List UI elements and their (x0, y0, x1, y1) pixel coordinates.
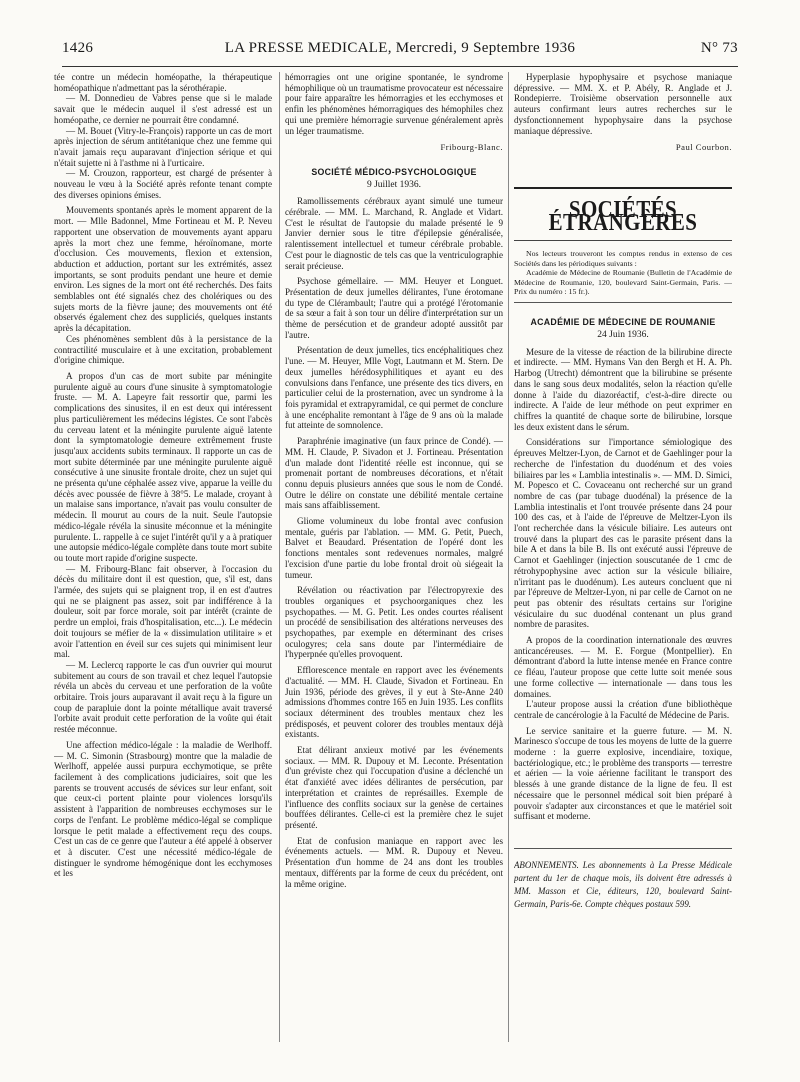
column-divider (508, 72, 509, 1042)
subscription-notice: ABONNEMENTS. Les abonnements à La Presse Médicale partent du 1er de chaque mois, ils doivent être adressés à MM. Masson et Cie, éditeurs, 120, boulevard Saint-Germain, Paris-6e. Compte chèques postaux 599. (514, 848, 732, 911)
section-banner (514, 187, 732, 241)
paragraph: L'auteur propose aussi la création d'une bibliothèque centrale de cancérologie à la Faculté de Médecine de Paris. (514, 699, 732, 720)
paragraph: Gliome volumineux du lobe frontal avec confusion mentale, guéris par l'ablation. — MM. G. Petit, Puech, Balvet et Beaudard. Présentation de l'opéré dont les fonctions mentales sont redevenues normales, malgré l'excision d'une partie du lobe frontal droit où siégeait la tumeur. (285, 516, 503, 580)
paragraph: Etat de confusion maniaque en rapport avec les événements actuels. — MM. R. Dupouy et Neveu. Présentation d'un homme de 24 ans dont les troubles mentaux, différents par la forme de ceux du précédent, ont la même origine. (285, 835, 503, 889)
column-divider (279, 72, 280, 1042)
paragraph: Ramollissements cérébraux ayant simulé une tumeur cérébrale. — MM. L. Marchand, R. Anglade et Vidart. C'est le résultat de l'autopsie du malade présenté le 9 Janvier dernier sous le titre d'épilepsie généralisée, ralentissement intellectuel et tumeur cérébrale probable. C'est pour le diagnostic de tels cas que la ventriculographie serait précieuse. (285, 196, 503, 271)
paragraph: Etat délirant anxieux motivé par les événements sociaux. — MM. R. Dupouy et M. Leconte. Présentation d'un gréviste chez qui l'occupation d'usine a déclenché un état d'anxiété avec idées délirantes de persécution, par interprétation et craintes de représailles. Exemple de l'influence des conflits sociaux sur la genèse de certaines bouffées délirantes. Celle-ci est la première chez le sujet présenté. (285, 745, 503, 830)
paragraph: Une affection médico-légale : la maladie de Werlhoff. — M. C. Simonin (Strasbourg) montre que la maladie de Werlhoff, appelée aussi purpura ecchymotique, se prête facilement à des complications judiciaires, soit que les parents se trouvent accusés de sévices sur leur enfant, soit que ceux-ci portent plainte pour violences lorsqu'ils assistent à l'apparition de nombreuses ecchymoses sur le corps de l'enfant. Le problème médico-légal se complique lorsque le petit malade a effectivement reçu des coups. C'est un cas de ce genre que l'auteur a été appelé à observer et à discuter. C'est une nécessité médico-légale de distinguer le syndrome hémogénique dont les ecchymoses et les (54, 739, 272, 879)
section-date: 9 Juillet 1936. (366, 179, 422, 190)
column-3 (514, 72, 732, 1082)
paragraph: Mesure de la vitesse de réaction de la bilirubine directe et indirecte. — MM. Hymans Van den Bergh et H. A. Ph. Harbog (Utrecht) démontrent que la bilirubine se présente dans le sang sous deux modalités, selon la réaction qu'elle donne à l'aide du diazoréactif, c'est-à-dire directe ou indirecte. A l'aide de leur méthode on peut exprimer en chiffres la quantité de chaque sorte de bilirubine, lorsque les deux existent dans le sérum. (514, 346, 732, 432)
header-rule (62, 66, 738, 67)
paragraph: Paraphrénie imaginative (un faux prince de Condé). — MM. H. Claude, P. Sivadon et J. Fortineau. Présentation d'un malade dont l'identité réelle est inconnue, qui se promenait portant de nombreuses décorations, et n'était connu depuis plusieurs années que sous le nom de Condé. Outre le délire on constate une débilité mentale certaine mais sans affaiblissement. (285, 436, 503, 511)
paragraph: — M. Fribourg-Blanc fait observer, à l'occasion du décès du militaire dont il est question, que, s'il est, dans l'armée, des sujets qui se plaignent trop, il en est d'autres qui ne se plaignent pas assez, soit par indifférence à la douleur, soit par force morale, soit par intérêt (crainte de perdre un emploi, frais d'hospitalisation, etc...). Le médecin doit toujours se méfier de la « dissimulation utilitaire » et avoir l'attention en éveil sur ces sujets qui minimisent leur mal. (54, 563, 272, 660)
paragraph: Psychose gémellaire. — MM. Heuyer et Longuet. Présentation de deux jumelles délirantes, l'une érotomane du type de Clérambault; l'autre qui a protégé l'érotomanie de sa sœur a fait à son tour un délire d'interprétation sur un thème de persécution et de grandeur adopté aussitôt par l'autre. (285, 276, 503, 340)
section-date: 24 Juin 1936. (597, 330, 649, 341)
signature: Paul Courbon. (675, 142, 732, 153)
paragraph: Considérations sur l'importance sémiologique des épreuves Meltzer-Lyon, de Carnot et de Gaehlinger pour la recherche de l'infestation du duodénum et des voies biliaires par les « Lamblia intestinalis ». — MM. D. Simici, M. Popesco et C. Covaceanu ont recherché sur un grand nombre de cas (par tubage duodénal) la présence de la Lamblia intestinalis et l'ont trouvée présente dans 24 pour 100 des cas, et à l'aide de l'épreuve de Meltzer-Lyon ils l'ont recherchée dans la vésicule biliaire. Les auteurs ont trouvé dans la plupart des cas le parasite présent dans la bile A et dans la bile B. Ils ont exécuté aussi l'épreuve de Carnot et Gaehlinger (injection souscutanée de 1 cmc de rétrohypophysine avec action sur la vésicule biliaire, n'irritant pas le duodénum). Les auteurs concluent que ni par l'épreuve de Meltzer-Lyon, ni par celle de Carnot on ne peut pas obtenir des résultats certains sur l'origine vésiculaire du suc duodénal contenant un plus grand nombre de parasites. (514, 437, 732, 630)
page-number: 1426 (62, 40, 94, 56)
issue-number: N° 73 (700, 40, 738, 56)
paragraph: Le service sanitaire et la guerre future. — M. N. Marinesco s'occupe de tous les moyens de lutte de la guerre moderne : la guerre explosive, incendiaire, toxique, bactériologique, etc.; le problème des transports — terrestre et aérien — la voie aérienne facilitant le transport des blessés à une grande distance de la ligne de feu. Il est nécessaire que le personnel médical soit bien préparé à pouvoir s'adapter aux circonstances et que le matériel soit suffisant et moderne. (514, 725, 732, 822)
paragraph: Mouvements spontanés après le moment apparent de la mort. — Mlle Badonnel, Mme Fortineau et M. P. Neveu rapportent une observation de mouvements ayant apparu après la mort chez une femme, héroïnomane, morte d'occlusion. Ces mouvements, flexion et extension, abduction et adduction, portant sur les extrémités, assez importants, se sont produits pendant une heure et demie environ. Les signes de la mort ont été recherchés. Des faits semblables ont été signalés chez des cholériques ou des sujets morts de la fièvre jaune; des mouvements ont été observés également chez des suppliciés, quelques instants après la décapitation. (54, 205, 272, 334)
paragraph: — M. Donnedieu de Vabres pense que si le malade savait que le médecin auquel il s'est adressé est un homéopathe, ce dernier ne pourrait être condamné. (54, 93, 272, 125)
banner-title: SOCIÉTÉS ÉTRANGÈRES (548, 195, 698, 236)
page-header (62, 40, 738, 62)
paragraph: Hyperplasie hypophysaire et psychose maniaque dépressive. — MM. X. et P. Abély, R. Anglade et J. Rondepierre. Troisième observation personnelle aux auteurs confirmant leurs autres recherches sur le dysfonctionnement hypophysaire dans la psychose maniaque dépressive. (514, 72, 732, 136)
note: Académie de Médecine de Roumanie (Bulletin de l'Académie de Médecine de Roumanie, 120, boulevard Saint-Germain, Paris. — Prix du numéro : 15 fr.). (514, 268, 732, 296)
signature: Fribourg-Blanc. (440, 142, 503, 153)
paragraph: hémorragies ont une origine spontanée, le syndrome hémophilique où un traumatisme provocateur est nécessaire pour faire apparaître les hémorragies et les ecchymoses et enfin les phénomènes hémorragiques des hémophiles chez qui une première hémorragie survenue généralement après un léger traumatisme. (285, 72, 503, 136)
paragraph: Révélation ou réactivation par l'électropyrexie des troubles organiques et psychoorganiques chez les psychopathes. — M. G. Petit. Les ondes courtes réalisent un procédé de sensibilisation des altérations nerveuses des psychopathes, par exemple en déterminant des crises oculogyres; cela sans doute par l'intermédiaire de l'hyperpnée qu'elles provoquent. (285, 585, 503, 660)
paragraph: A propos d'un cas de mort subite par méningite purulente aiguë au cours d'une sinusite à symptomatologie fruste. — M. A. Lapeyre fait ressortir que, parmi les complications des sinusites, il en est deux qui intéressent plus particulièrement les médecins légistes. Ce sont l'abcès du cerveau latent et la méningite purulente aiguë latente dont la symptomatologie demeure extrêmement fruste jusqu'aux accidents subits terminaux. Il rapporte un cas de mort subite déterminée par une méningite purulente aiguë consécutive à une sinusite frontale droite, chez un sujet qui ne présenta qu'une céphalée assez vive, apparue la veille du décès avec poussée de fièvre à 38°5. Le malade, croyant à un malaise sans importance, n'avait pas voulu consulter de médecin. Il mourut au cours de la nuit. Seule l'autopsie médico-légale révéla la sinusite méconnue et la méningite purulente. L. rappelle à ce sujet l'intérêt qu'il y a à pratiquer une autopsie médico-légale complète dans toute mort subite ou toute mort rapide d'origine suspecte. (54, 370, 272, 563)
paragraph: — M. Bouet (Vitry-le-François) rapporte un cas de mort après injection de sérum antitétanique chez une femme qui n'avait jamais reçu auparavant d'injection sérique et qui n'était sujette ni à l'asthme ni à l'urticaire. (54, 125, 272, 168)
paragraph: A propos de la coordination internationale des œuvres anticancéreuses. — M. E. Forgue (Montpellier). En démontrant d'abord la lutte intense menée en France contre ce fléau, l'auteur propose que cette lutte soit menée sous une forme collective — internationale — dans tous les domaines. (514, 635, 732, 699)
paragraph: Présentation de deux jumelles, tics encéphalitiques chez l'une. — M. Heuyer, Mlle Vogt, Lautmann et M. Stern. De deux jumelles hérédosyphilitiques et ayant eu des convulsions dans l'enfance, une présente des tics divers, en particulier celui de la prosternation, avec un syndrome à la fois pyramidal et extrapyramidal, ce qui permet de conclure à une encéphalite remontant à l'âge de 9 ans où la malade fut atteinte de somnolence. (285, 345, 503, 431)
paragraph: — M. Leclercq rapporte le cas d'un ouvrier qui mourut subitement au cours de son travail et chez lequel l'autopsie révéla un abcès du cerveau et une perforation de la voûte orbitaire. Trois jours auparavant il avait reçu à la figure un coup de parapluie dont la pointe métallique avait traversé l'orbite avait produit cette perforation de la voûte qui était restée méconnue. (54, 659, 272, 735)
column-2 (285, 72, 503, 1082)
section-title: ACADÉMIE DE MÉDECINE DE ROUMANIE (530, 317, 716, 328)
paragraph: Ces phénomènes semblent dûs à la persistance de la contractilité musculaire et à une excitation, probablement d'origine chimique. (54, 333, 272, 366)
paragraph: tée contre un médecin homéopathe, la thérapeutique homéopathique n'admettant pas la sérothérapie. (54, 72, 272, 93)
paragraph: — M. Crouzon, rapporteur, est chargé de présenter à nouveau le vœu à la Société après refonte tenant compte des diverses opinions émises. (54, 168, 272, 200)
section-title: SOCIÉTÉ MÉDICO-PSYCHOLOGIQUE (311, 166, 477, 177)
column-1 (54, 72, 272, 1082)
journal-title: LA PRESSE MEDICALE, Mercredi, 9 Septembre 1936 (224, 40, 576, 56)
divider (514, 302, 732, 303)
paragraph: Efflorescence mentale en rapport avec les événements d'actualité. — MM. H. Claude, Sivadon et Fortineau. En Juin 1936, période des grèves, il y eut à Ste-Anne 240 admissions d'hommes contre 165 en Juin 1935. Les conflits sociaux déterminent des troubles mentaux chez les prédisposés, et peuvent colorer des troubles mentaux déjà existants. (285, 665, 503, 740)
note: Nos lecteurs trouveront les comptes rendus in extenso de ces Sociétés dans les périodiques suivants : (514, 249, 732, 268)
